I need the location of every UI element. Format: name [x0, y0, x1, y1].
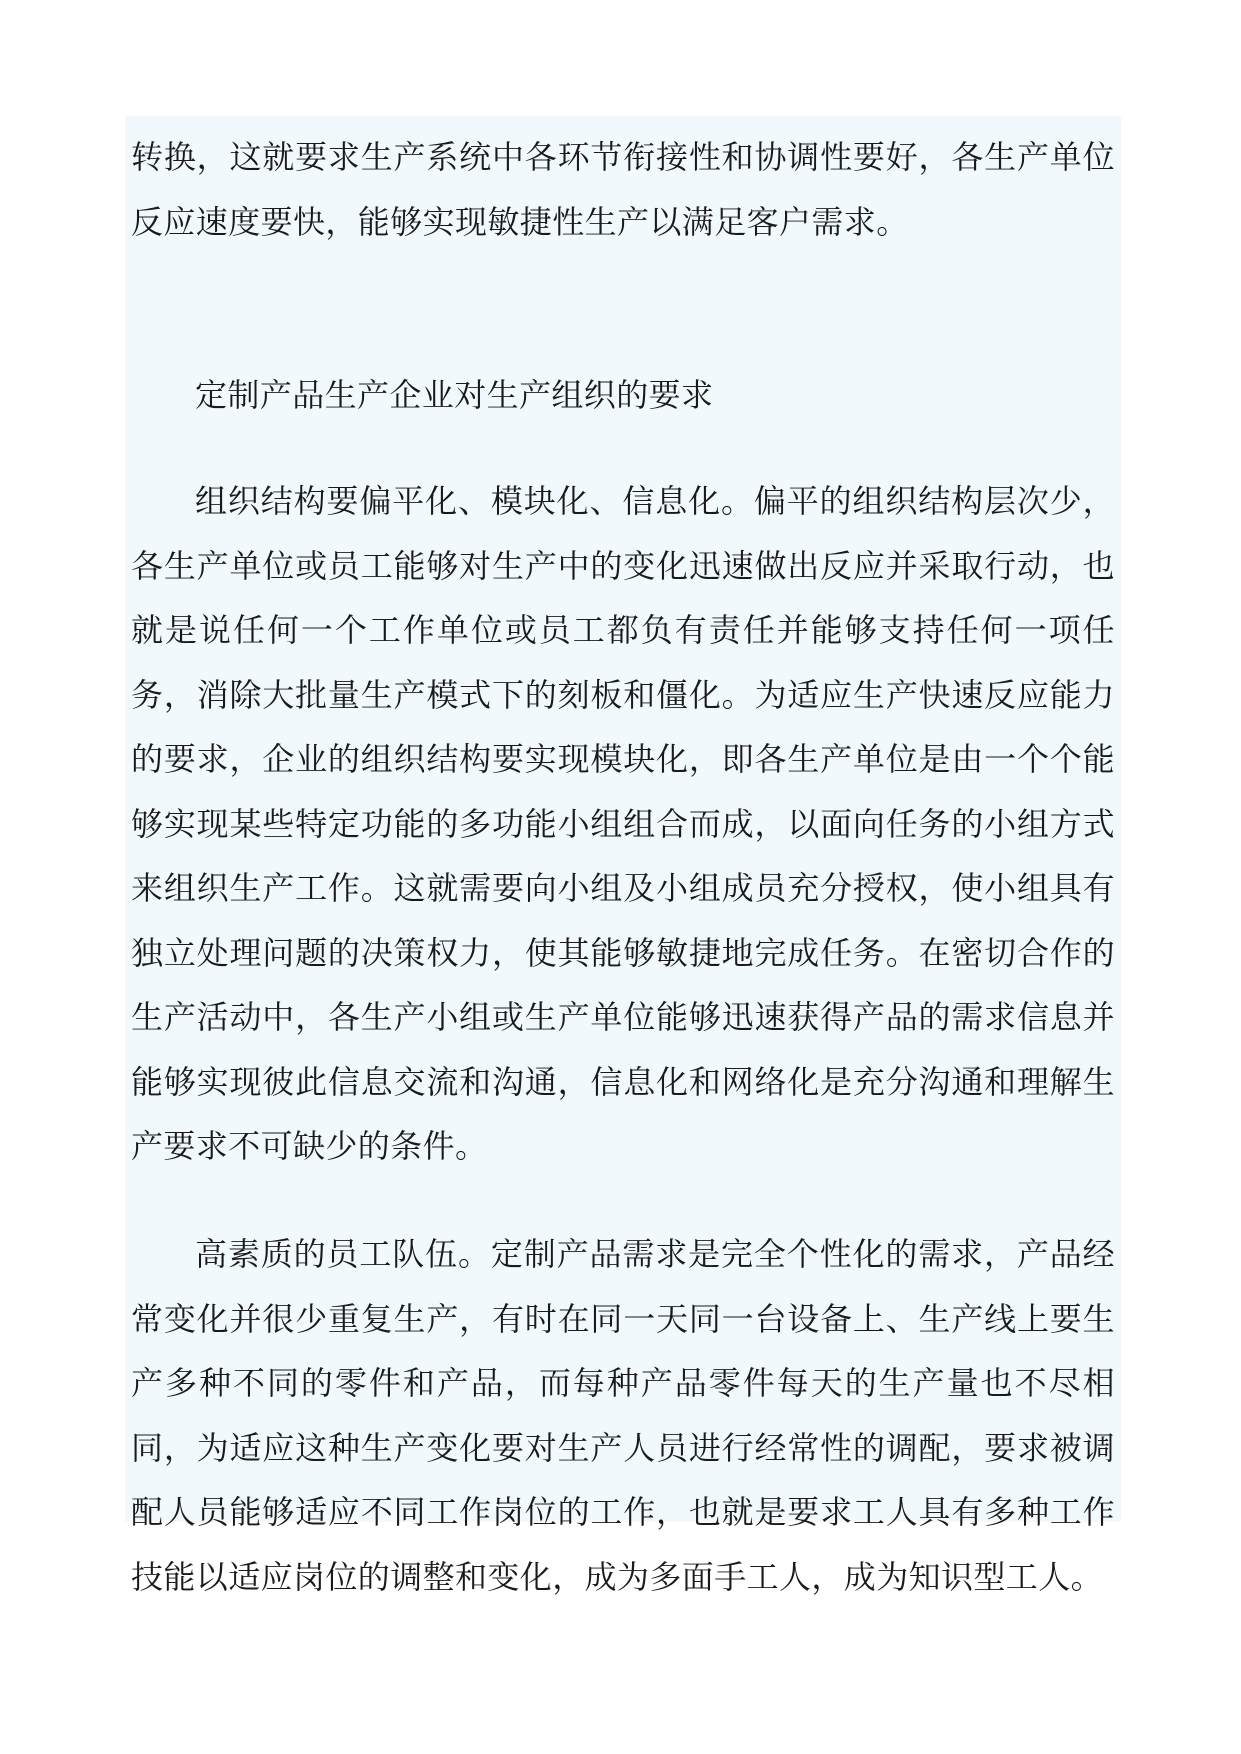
paragraph-workforce-quality: 高素质的员工队伍。定制产品需求是完全个性化的需求，产品经常变化并很少重复生产，有时在同一天同一台设备上、生产线上要生产多种不同的零件和产品，而每种产品零件每天的生产量也不尽相同，为适应这种生产变化要对生产人员进行经常性的调配，要求被调配人员能够适应不同工作岗位的工作，也就是要求工人具有多种工作技能以适应岗位的调整和变化，成为多面手工人，成为知识型工人。 — [131, 1235, 1115, 1596]
section-heading: 定制产品生产企业对生产组织的要求 — [195, 376, 714, 414]
document-text-area — [125, 116, 1121, 1596]
paragraph-organization-structure: 组织结构要偏平化、模块化、信息化。偏平的组织结构层次少，各生产单位或员工能够对生产中的变化迅速做出反应并采取行动，也就是说任何一个工作单位或员工都负有责任并能够支持任何一项任务，消除大批量生产模式下的刻板和僵化。为适应生产快速反应能力的要求，企业的组织结构要实现模块化，即各生产单位是由一个个能够实现某些特定功能的多功能小组组合而成，以面向任务的小组方式来组织生产工作。这就需要向小组及小组成员充分授权，使小组具有独立处理问题的决策权力，使其能够敏捷地完成任务。在密切合作的生产活动中，各生产小组或生产单位能够迅速获得产品的需求信息并能够实现彼此信息交流和沟通，信息化和网络化是充分沟通和理解生产要求不可缺少的条件。 — [131, 482, 1115, 1165]
paragraph-continuation: 转换，这就要求生产系统中各环节衔接性和协调性要好，各生产单位反应速度要快，能够实现敏捷性生产以满足客户需求。 — [131, 138, 1115, 241]
